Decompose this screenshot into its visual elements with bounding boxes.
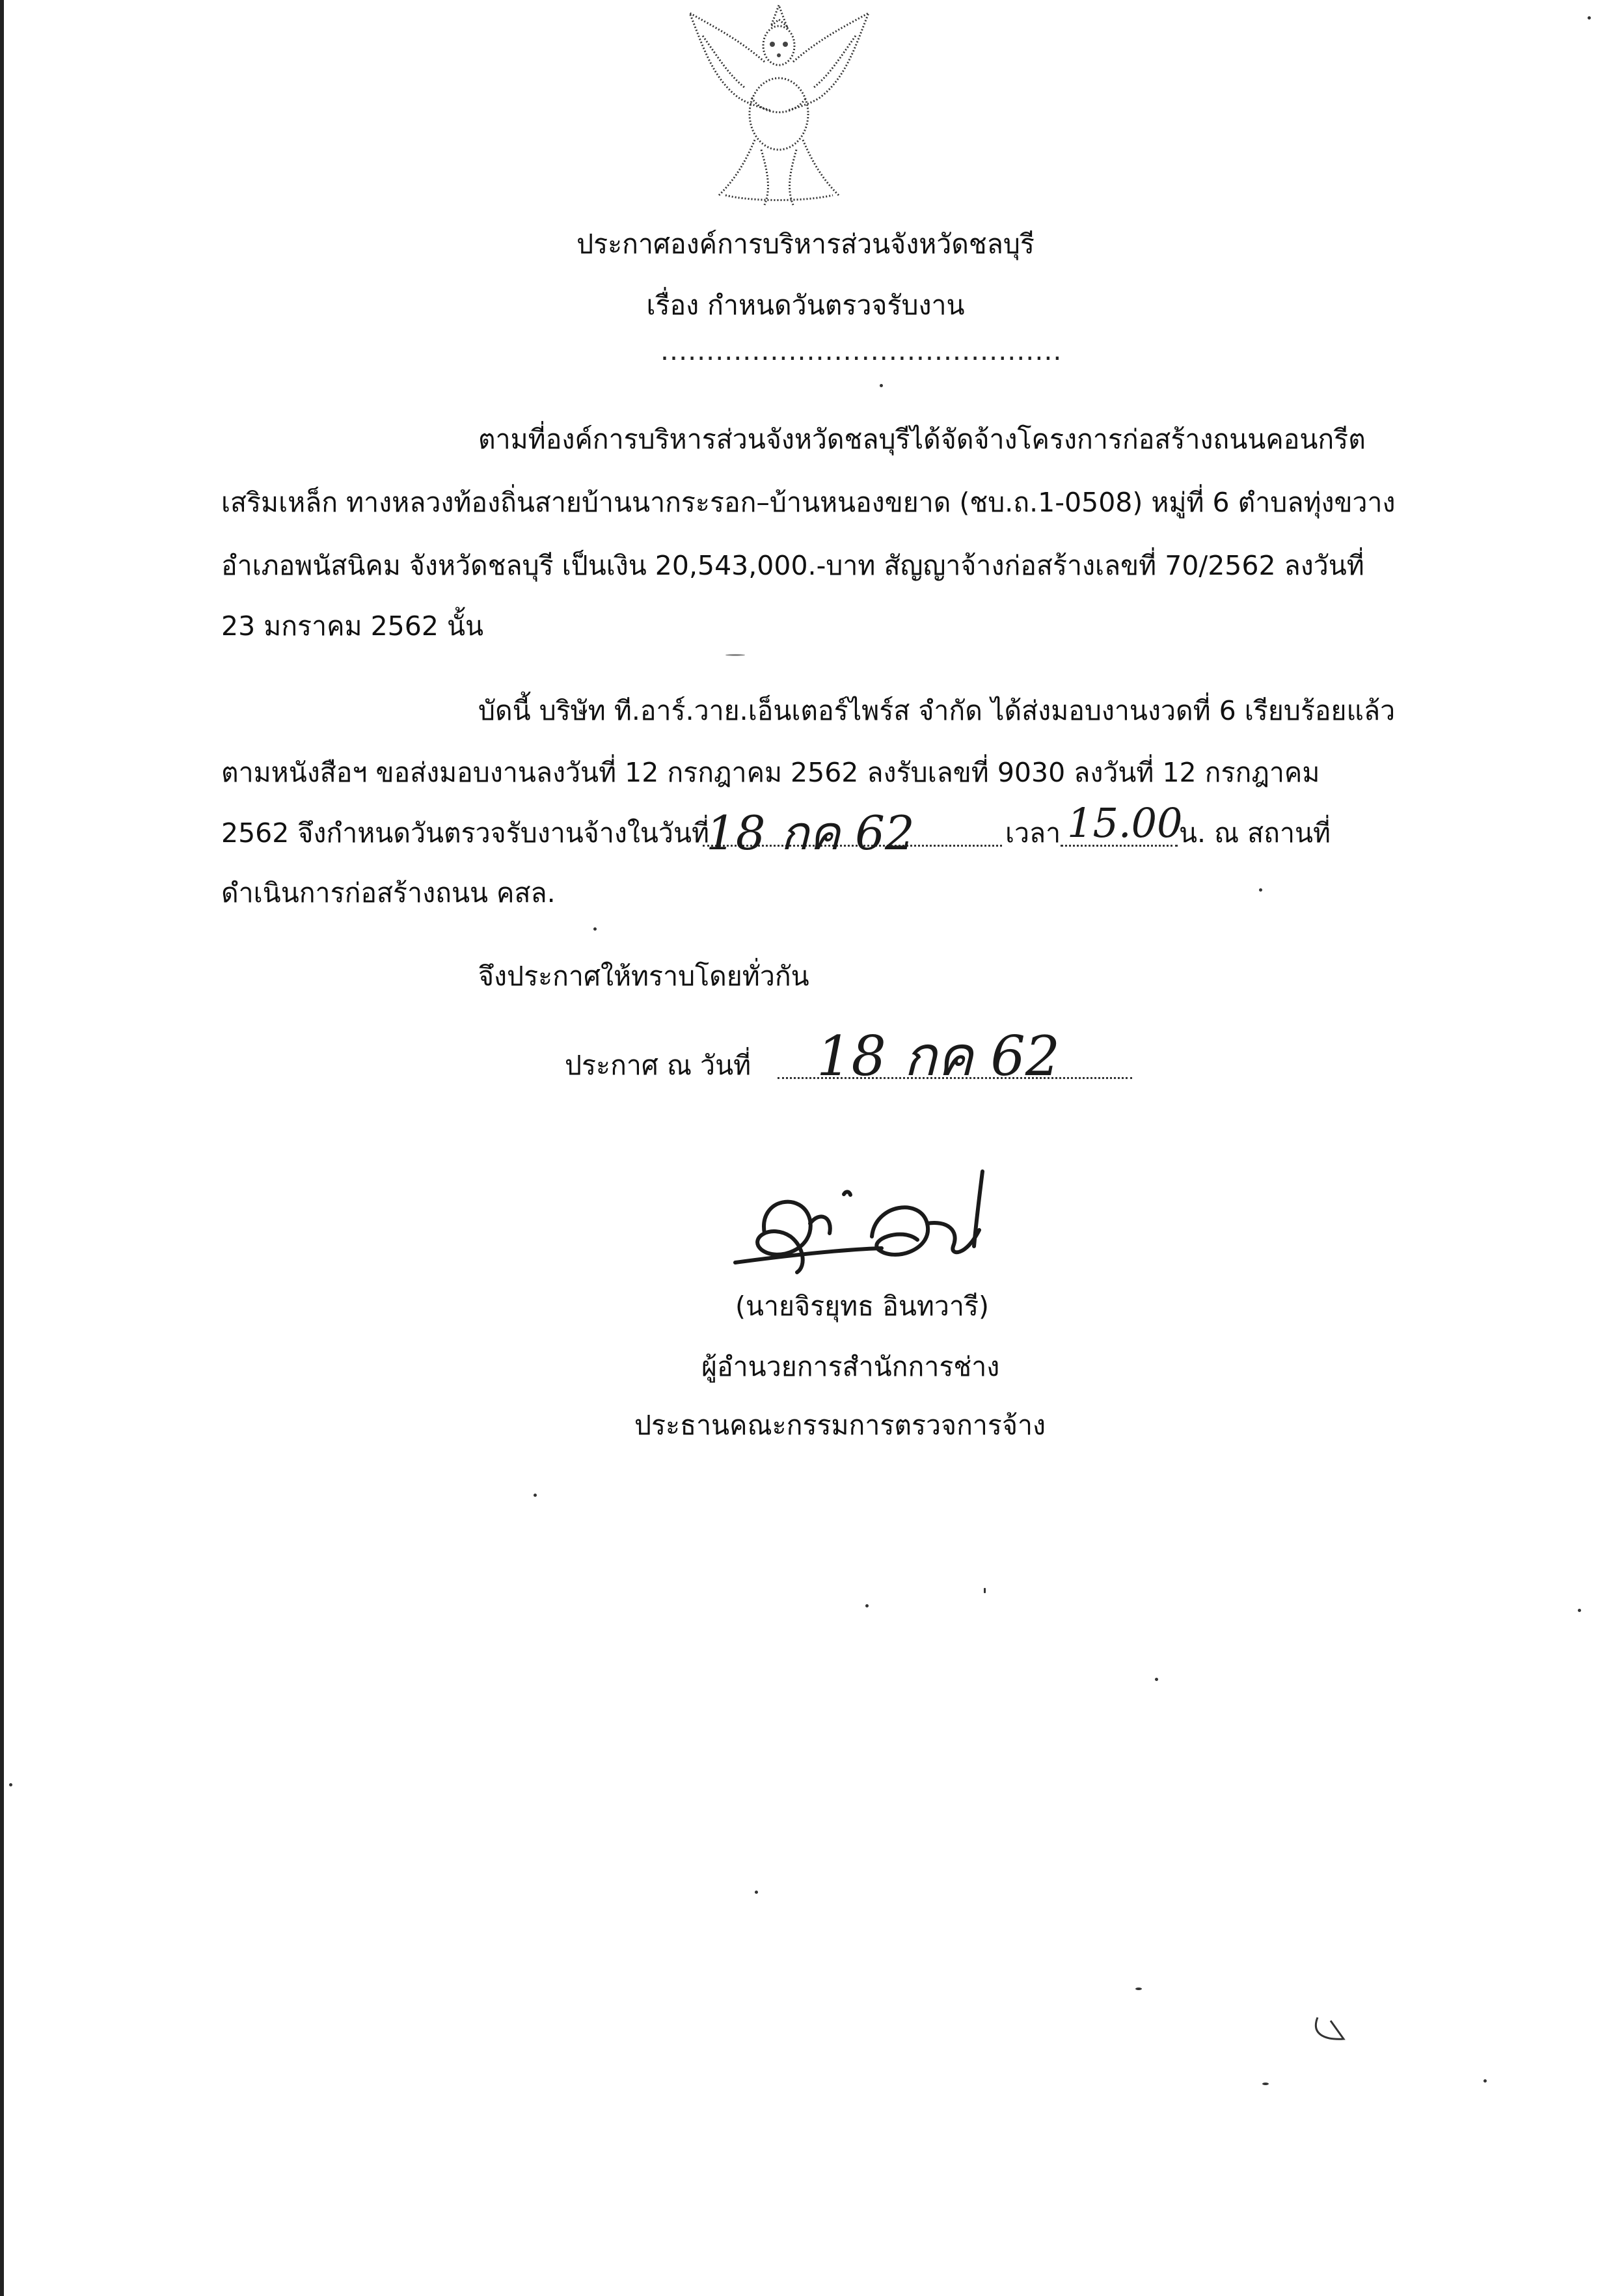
paragraph2-line2: ตามหนังสือฯ ขอส่งมอบงานลงวันที่ 12 กรกฎาคม 2562 ลงรับเลขที่ 9030 ลงวันที่ 12 กรกฎาคม bbox=[221, 757, 1320, 788]
closing-line: จึงประกาศให้ทราบโดยทั่วกัน bbox=[478, 961, 809, 992]
scan-speck bbox=[865, 1604, 869, 1607]
scan-mark bbox=[725, 654, 745, 656]
scan-speck bbox=[755, 1891, 758, 1894]
scan-speck bbox=[1483, 2079, 1487, 2083]
inspection-time-handwritten: 15.00 bbox=[1067, 799, 1183, 847]
handwritten-signature bbox=[732, 1158, 1044, 1295]
paragraph2-line3-prefix: 2562 จึงกำหนดวันตรวจรับงานจ้างในวันที่ bbox=[221, 817, 709, 849]
scan-speck bbox=[880, 384, 883, 387]
scan-page-edge bbox=[0, 0, 4, 2296]
scan-speck bbox=[1262, 2083, 1269, 2085]
paragraph2-line1: บัดนี้ บริษัท ที.อาร์.วาย.เอ็นเตอร์ไพร์ส จำกัด ได้ส่งมอบงานงวดที่ 6 เรียบร้อยแล้ว bbox=[478, 695, 1396, 726]
paragraph1-line4: 23 มกราคม 2562 นั้น bbox=[221, 610, 484, 642]
scan-speck bbox=[1135, 1988, 1142, 1990]
header-separator: ............................................ bbox=[660, 335, 1063, 366]
announcement-subject: เรื่อง กำหนดวันตรวจรับงาน bbox=[646, 290, 965, 321]
paragraph1-line2: เสริมเหล็ก ทางหลวงท้องถิ่นสายบ้านนากระรอก–บ้านหนองขยาด (ชบ.ถ.1-0508) หมู่ที่ 6 ตำบลทุ่งขวาง bbox=[221, 487, 1396, 518]
scan-speck bbox=[593, 927, 597, 931]
garuda-emblem-icon bbox=[673, 0, 885, 208]
scan-speck bbox=[1578, 1609, 1581, 1612]
scan-speck bbox=[9, 1783, 12, 1786]
scan-speck bbox=[1588, 16, 1591, 20]
announced-date-handwritten: 18 กค 62 bbox=[817, 1024, 1061, 1088]
scan-speck bbox=[1259, 888, 1262, 892]
scan-speck bbox=[534, 1494, 537, 1497]
time-label: เวลา bbox=[1005, 817, 1061, 849]
paragraph1-line1: ตามที่องค์การบริหารส่วนจังหวัดชลบุรีได้จัดจ้างโครงการก่อสร้างถนนคอนกรีต bbox=[478, 424, 1366, 455]
scan-speck bbox=[984, 1588, 986, 1593]
announced-date-label: ประกาศ ณ วันที่ bbox=[565, 1050, 751, 1081]
paragraph2-line4: ดำเนินการก่อสร้างถนน คสล. bbox=[221, 877, 556, 909]
signatory-name: (นายจิรยุทธ อินทวารี) bbox=[735, 1291, 989, 1322]
pen-mark-icon bbox=[1311, 2014, 1350, 2043]
signatory-committee: ประธานคณะกรรมการตรวจการจ้าง bbox=[634, 1410, 1046, 1441]
scan-speck bbox=[1155, 1678, 1158, 1681]
paragraph1-line3: อำเภอพนัสนิคม จังหวัดชลบุรี เป็นเงิน 20,543,000.-บาท สัญญาจ้างก่อสร้างเลขที่ 70/2562 ลงวันที่ bbox=[221, 550, 1364, 581]
signatory-position: ผู้อำนวยการสำนักการช่าง bbox=[701, 1351, 1000, 1382]
inspection-date-handwritten: 18 กค 62 bbox=[706, 806, 915, 860]
paragraph2-line3-suffix: น. ณ สถานที่ bbox=[1179, 817, 1331, 849]
announcement-title: ประกาศองค์การบริหารส่วนจังหวัดชลบุรี bbox=[576, 228, 1035, 260]
